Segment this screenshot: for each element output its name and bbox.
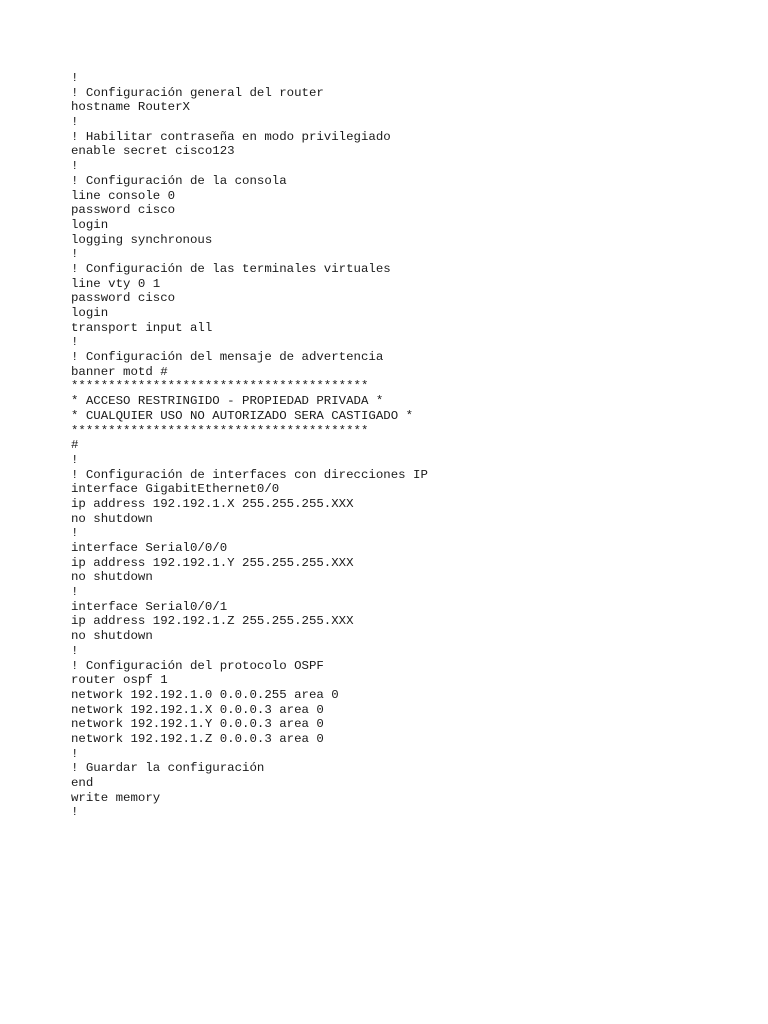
config-line: line console 0 <box>71 188 176 203</box>
config-line: ! Configuración de la consola <box>71 173 287 188</box>
config-line: end <box>71 776 94 790</box>
config-line: password cisco <box>71 203 176 218</box>
config-line: no shutdown <box>71 570 153 585</box>
config-line: router ospf 1 <box>71 673 168 688</box>
config-line: ! Habilitar contraseña en modo privilegiado <box>71 129 391 144</box>
config-line: transport input all <box>71 320 213 335</box>
config-line: ! <box>71 71 79 85</box>
config-line: line vty 0 1 <box>71 276 161 291</box>
config-line: hostname RouterX <box>71 100 190 115</box>
config-line: login <box>71 306 109 320</box>
config-line: banner motd # <box>71 364 168 379</box>
config-line: ! Configuración de las terminales virtuales <box>71 261 391 276</box>
config-line: ip address 192.192.1.Y 255.255.255.XXX <box>71 555 354 570</box>
config-line: ip address 192.192.1.X 255.255.255.XXX <box>71 496 354 511</box>
config-line: ! Configuración general del router <box>71 85 324 100</box>
config-line: * ACCESO RESTRINGIDO - PROPIEDAD PRIVADA * <box>71 394 384 409</box>
config-line: ! Guardar la configuración <box>71 761 265 776</box>
config-line: interface Serial0/0/0 <box>71 541 228 555</box>
config-line: ! <box>71 335 79 350</box>
config-line: ip address 192.192.1.Z 255.255.255.XXX <box>71 614 354 629</box>
config-line: ! <box>71 247 79 262</box>
config-line: **************************************** <box>71 379 369 394</box>
config-line: password cisco <box>71 291 176 306</box>
config-line: interface Serial0/0/1 <box>71 599 228 614</box>
config-line: enable secret cisco123 <box>71 144 235 159</box>
config-line: ! Configuración de interfaces con direcciones IP <box>71 467 428 482</box>
config-line: no shutdown <box>71 511 153 526</box>
config-line: write memory <box>71 790 161 805</box>
config-line: ! Configuración del mensaje de advertencia <box>71 350 384 365</box>
config-line: no shutdown <box>71 629 153 644</box>
config-line: ! <box>71 452 79 467</box>
config-line: ! <box>71 115 79 130</box>
config-line: login <box>71 217 109 232</box>
config-line: network 192.192.1.Z 0.0.0.3 area 0 <box>71 731 324 746</box>
config-line: network 192.192.1.0 0.0.0.255 area 0 <box>71 687 339 702</box>
config-line: ! <box>71 585 79 600</box>
config-line: network 192.192.1.X 0.0.0.3 area 0 <box>71 702 324 717</box>
config-line: ! <box>71 746 79 761</box>
config-line: interface GigabitEthernet0/0 <box>71 482 280 497</box>
config-line: # <box>71 438 79 453</box>
config-line: ! <box>71 643 79 658</box>
config-line: logging synchronous <box>71 232 213 247</box>
config-line: ! <box>71 159 79 174</box>
config-line: * CUALQUIER USO NO AUTORIZADO SERA CASTIGADO * <box>71 408 414 423</box>
config-line: ! <box>71 526 79 541</box>
config-line: network 192.192.1.Y 0.0.0.3 area 0 <box>71 717 324 732</box>
router-config-listing <box>71 71 428 820</box>
config-line: ! <box>71 805 79 820</box>
config-line: **************************************** <box>71 423 369 438</box>
config-line: ! Configuración del protocolo OSPF <box>71 658 324 673</box>
